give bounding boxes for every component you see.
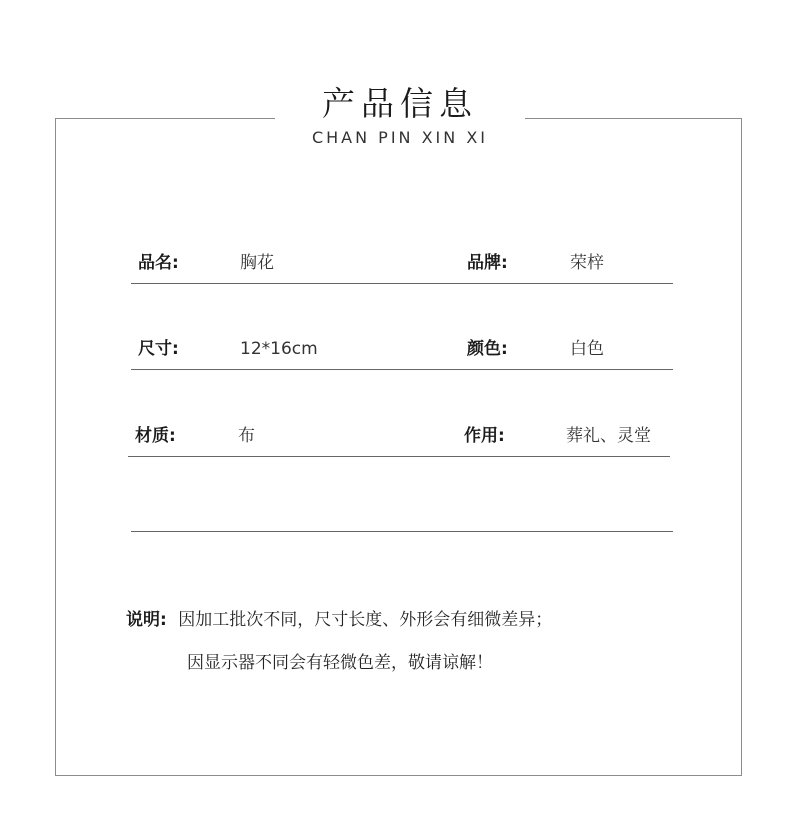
spec-label-material: 材质:	[135, 426, 176, 446]
spec-label-color: 颜色:	[467, 339, 508, 359]
spec-row-1	[0, 249, 800, 277]
spec-row-3	[0, 422, 800, 450]
spec-divider-1	[131, 283, 673, 284]
spec-divider-4	[131, 531, 673, 532]
note-line-1	[126, 608, 552, 632]
spec-value-brand: 荣梓	[570, 253, 604, 273]
note-text-2: 因显示器不同会有轻微色差，敬请谅解！	[187, 653, 493, 673]
note-text-1: 因加工批次不同，尺寸长度、外形会有细微差异；	[178, 610, 553, 630]
spec-label-name: 品名:	[138, 253, 179, 273]
spec-divider-2	[131, 369, 673, 370]
page-subtitle-pinyin: CHAN PIN XIN XI	[311, 128, 489, 147]
title-block	[275, 80, 525, 158]
spec-divider-3	[128, 456, 670, 457]
spec-label-usage: 作用:	[464, 426, 505, 446]
spec-value-material: 布	[238, 426, 255, 446]
spec-value-usage: 葬礼、灵堂	[566, 426, 651, 446]
spec-value-color: 白色	[570, 339, 604, 359]
spec-label-size: 尺寸:	[138, 339, 179, 359]
note-line-2	[187, 651, 493, 675]
spec-value-size: 12*16cm	[240, 339, 318, 359]
page-title: 产品信息	[322, 84, 478, 123]
spec-label-brand: 品牌:	[467, 253, 508, 273]
note-label: 说明:	[126, 610, 167, 630]
spec-value-name: 胸花	[240, 253, 274, 273]
spec-row-2	[0, 335, 800, 363]
